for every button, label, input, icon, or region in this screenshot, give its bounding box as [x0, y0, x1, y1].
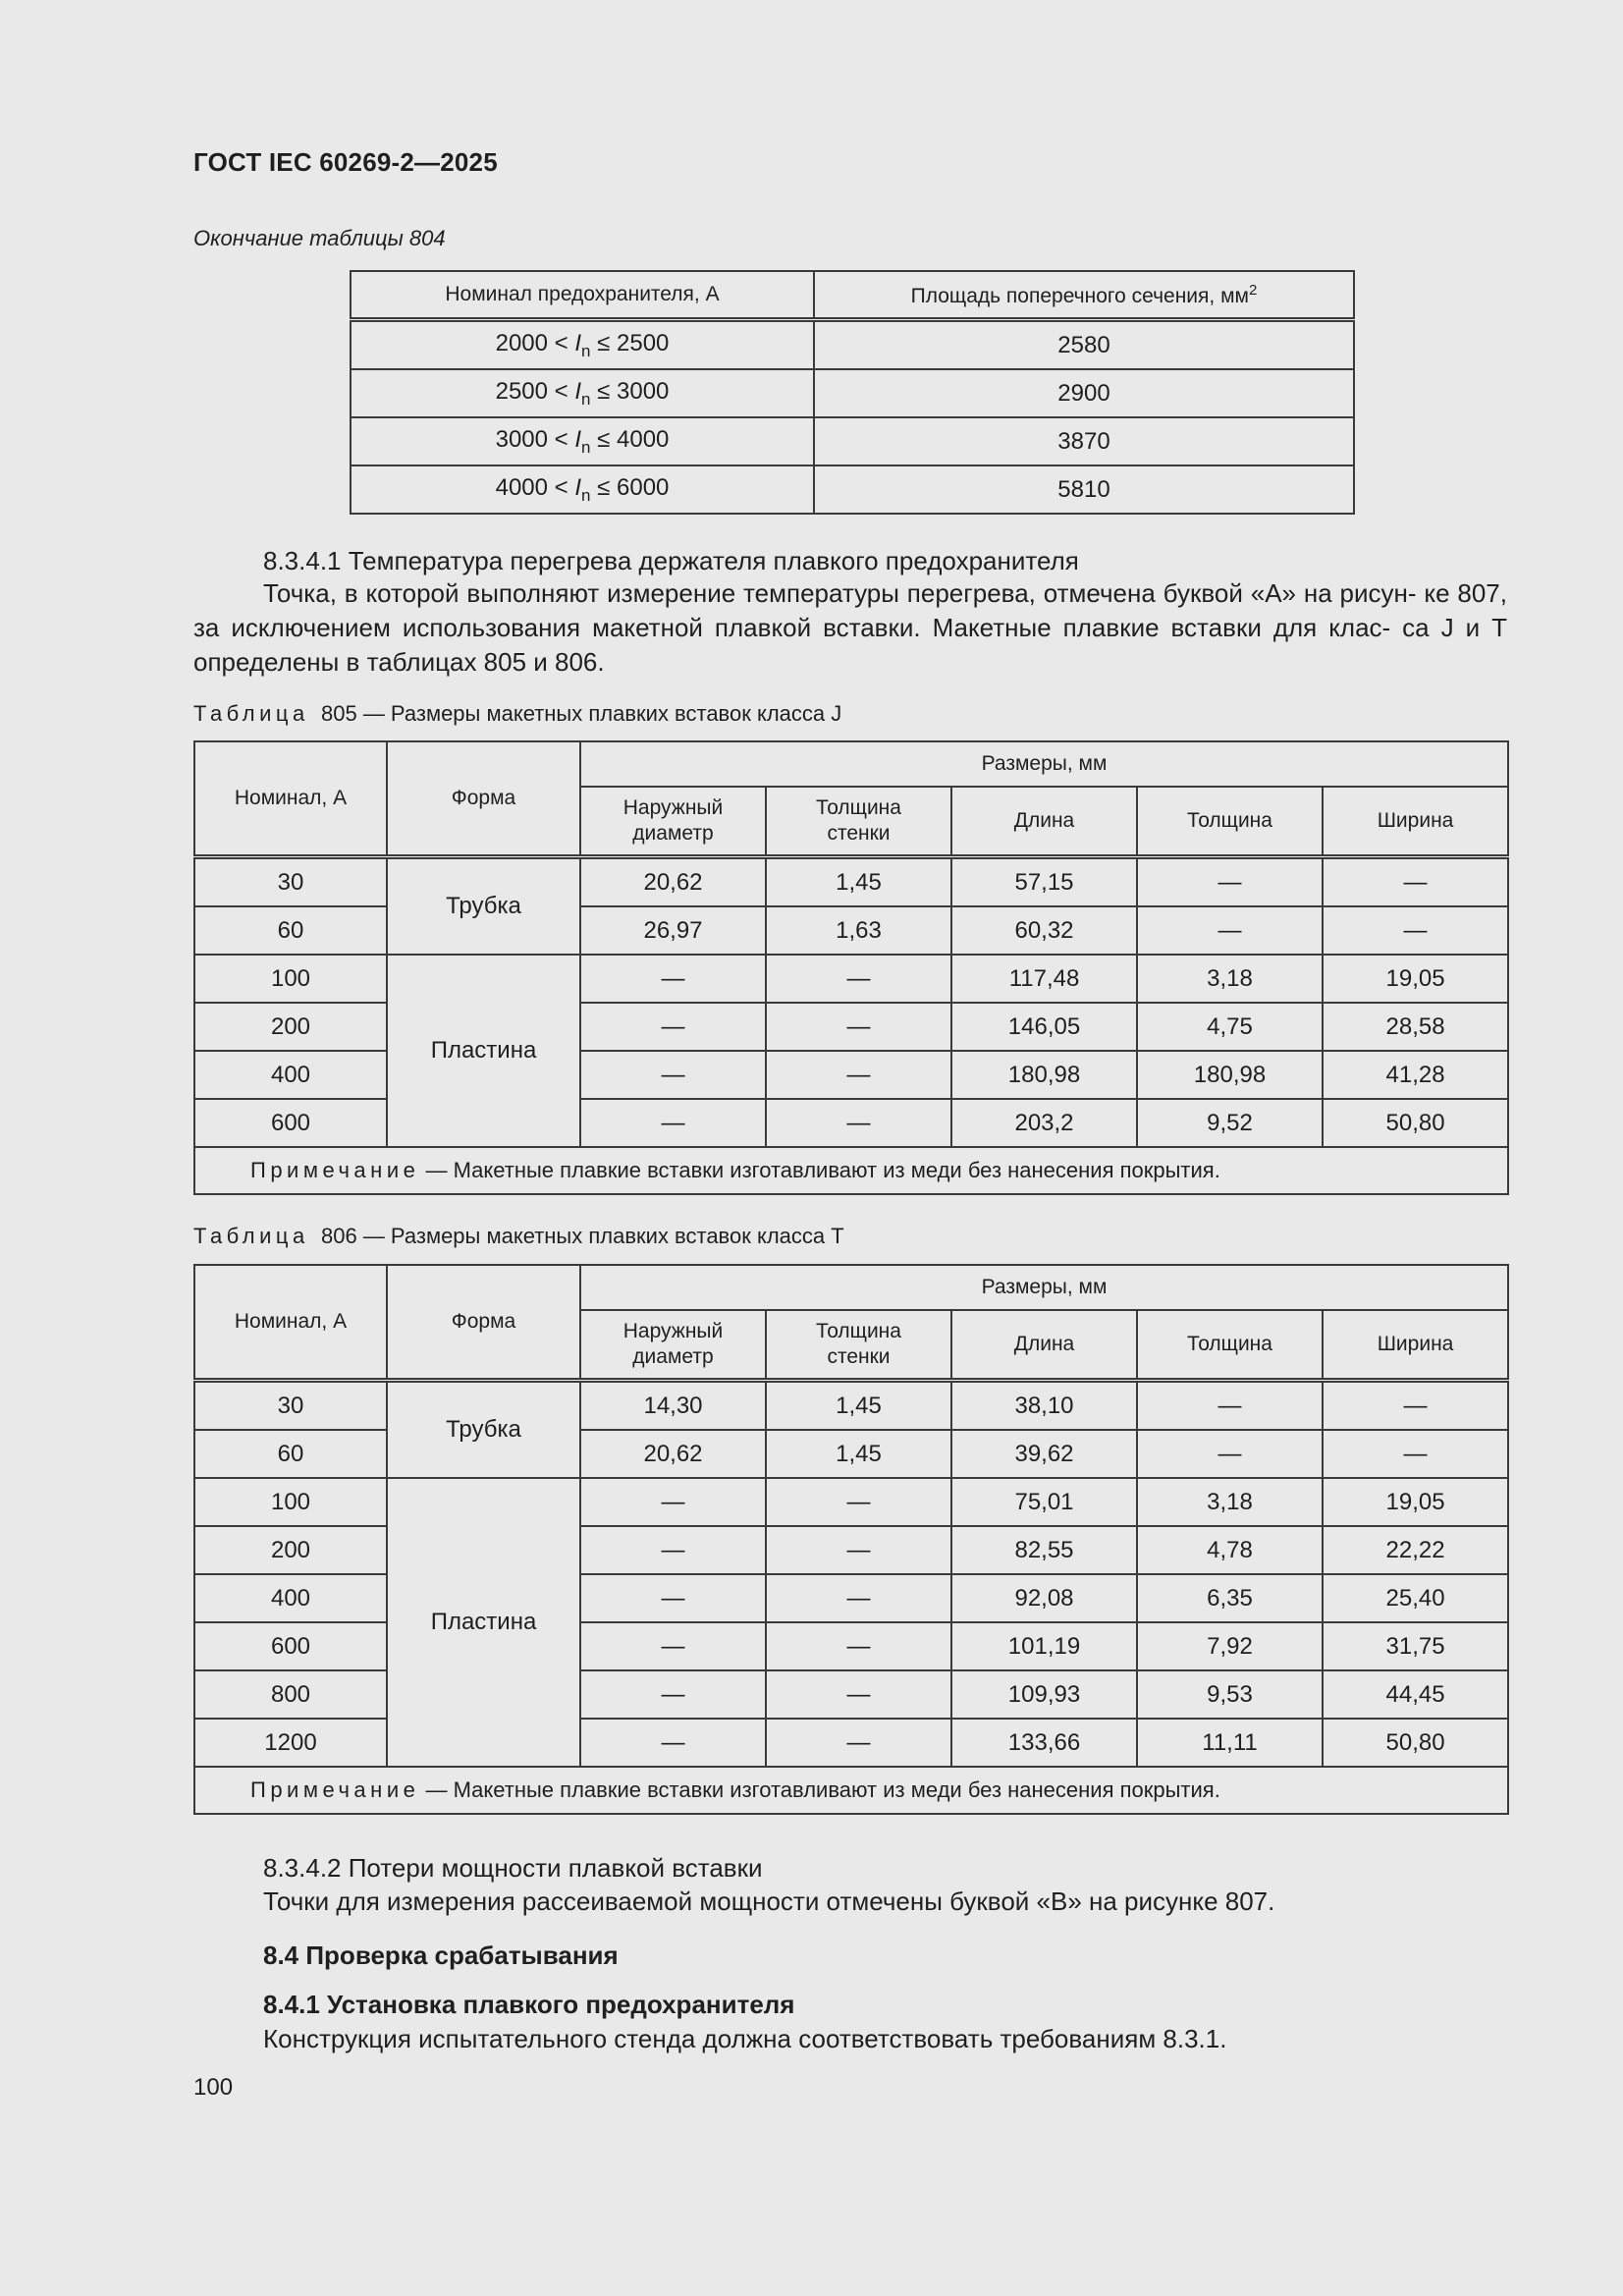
section-841-heading: 8.4.1 Установка плавкого предохранителя — [263, 1990, 795, 2019]
header-length: Длина — [951, 787, 1137, 857]
value-cell: — — [580, 1670, 766, 1719]
header-nominal: Номинал, А — [194, 1265, 387, 1381]
table-804-header-rating: Номинал предохранителя, А — [351, 271, 814, 320]
value-cell: 7,92 — [1137, 1622, 1323, 1670]
nominal-cell: 200 — [194, 1003, 387, 1051]
value-cell: — — [580, 1003, 766, 1051]
value-cell: 41,28 — [1323, 1051, 1508, 1099]
table-row — [351, 369, 1354, 417]
value-cell: 180,98 — [1137, 1051, 1323, 1099]
area-cell: 3870 — [814, 417, 1354, 465]
header-wall-thickness: Толщина стенки — [766, 787, 951, 857]
table-804 — [350, 270, 1355, 515]
value-cell: 1,45 — [766, 1381, 951, 1431]
value-cell: — — [580, 1099, 766, 1147]
nominal-cell: 30 — [194, 1381, 387, 1431]
header-outer-diameter: Наружный диаметр — [580, 1310, 766, 1381]
form-cell: Трубка — [387, 1381, 580, 1479]
value-cell: — — [766, 1099, 951, 1147]
nominal-cell: 200 — [194, 1526, 387, 1574]
value-cell: — — [766, 1622, 951, 1670]
table-row — [351, 417, 1354, 465]
form-cell: Пластина — [387, 955, 580, 1147]
header-form: Форма — [387, 1265, 580, 1381]
value-cell: 25,40 — [1323, 1574, 1508, 1622]
page-number: 100 — [193, 2074, 234, 2101]
document-header: ГОСТ IEC 60269-2—2025 — [193, 147, 498, 177]
value-cell: — — [580, 1622, 766, 1670]
table-806 — [193, 1264, 1509, 1815]
value-cell: — — [766, 1051, 951, 1099]
value-cell: 11,11 — [1137, 1719, 1323, 1767]
rating-range-cell: $2500 < I_n \le 3000$ — [351, 369, 814, 417]
header-form: Форма — [387, 741, 580, 857]
value-cell: 4,78 — [1137, 1526, 1323, 1574]
nominal-cell: 600 — [194, 1099, 387, 1147]
value-cell: — — [580, 1478, 766, 1526]
value-cell: — — [766, 955, 951, 1003]
value-cell: 28,58 — [1323, 1003, 1508, 1051]
table-805-caption: Таблица 805 — Размеры макетных плавких вставок класса J — [193, 701, 842, 726]
table-804-continuation-caption: Окончание таблицы 804 — [193, 226, 446, 250]
value-cell: 101,19 — [951, 1622, 1137, 1670]
table-row — [351, 465, 1354, 514]
nominal-cell: 400 — [194, 1051, 387, 1099]
value-cell: 22,22 — [1323, 1526, 1508, 1574]
header-length: Длина — [951, 1310, 1137, 1381]
nominal-cell: 100 — [194, 955, 387, 1003]
nominal-cell: 600 — [194, 1622, 387, 1670]
table-row — [351, 320, 1354, 370]
section-8342-heading: 8.3.4.2 Потери мощности плавкой вставки — [263, 1853, 763, 1883]
nominal-cell: 60 — [194, 906, 387, 955]
value-cell: 9,52 — [1137, 1099, 1323, 1147]
value-cell: — — [1323, 1381, 1508, 1431]
value-cell: 20,62 — [580, 857, 766, 907]
table-806-caption: Таблица 806 — Размеры макетных плавких вставок класса Т — [193, 1224, 844, 1248]
area-cell: 2900 — [814, 369, 1354, 417]
header-wall-thickness: Толщина стенки — [766, 1310, 951, 1381]
header-width: Ширина — [1323, 1310, 1508, 1381]
form-cell: Пластина — [387, 1478, 580, 1767]
value-cell: 19,05 — [1323, 955, 1508, 1003]
value-cell: 4,75 — [1137, 1003, 1323, 1051]
value-cell: — — [766, 1003, 951, 1051]
rating-range-cell: $3000 < I_n \le 4000$ — [351, 417, 814, 465]
header-dimensions: Размеры, мм — [580, 1265, 1508, 1310]
nominal-cell: 1200 — [194, 1719, 387, 1767]
value-cell: 6,35 — [1137, 1574, 1323, 1622]
value-cell: — — [1137, 857, 1323, 907]
rating-range-cell: $4000 < I_n \le 6000$ — [351, 465, 814, 514]
value-cell: — — [766, 1526, 951, 1574]
form-cell: Трубка — [387, 857, 580, 956]
value-cell: 3,18 — [1137, 1478, 1323, 1526]
value-cell: — — [766, 1719, 951, 1767]
nominal-cell: 30 — [194, 857, 387, 907]
value-cell: — — [580, 1574, 766, 1622]
value-cell: 19,05 — [1323, 1478, 1508, 1526]
value-cell: 39,62 — [951, 1430, 1137, 1478]
value-cell: — — [1323, 857, 1508, 907]
header-dimensions: Размеры, мм — [580, 741, 1508, 787]
value-cell: 31,75 — [1323, 1622, 1508, 1670]
section-8341-heading: 8.3.4.1 Температура перегрева держателя плавкого предохранителя — [263, 546, 1079, 575]
value-cell: 14,30 — [580, 1381, 766, 1431]
value-cell: 180,98 — [951, 1051, 1137, 1099]
value-cell: 44,45 — [1323, 1670, 1508, 1719]
value-cell: — — [1137, 906, 1323, 955]
value-cell: 38,10 — [951, 1381, 1137, 1431]
table-row — [194, 1478, 1508, 1526]
value-cell: — — [1323, 1430, 1508, 1478]
value-cell: — — [766, 1478, 951, 1526]
value-cell: 3,18 — [1137, 955, 1323, 1003]
nominal-cell: 800 — [194, 1670, 387, 1719]
table-note-row — [194, 1767, 1508, 1814]
value-cell: 109,93 — [951, 1670, 1137, 1719]
value-cell: 1,45 — [766, 857, 951, 907]
value-cell: — — [580, 1051, 766, 1099]
section-84-heading: 8.4 Проверка срабатывания — [263, 1941, 619, 1970]
nominal-cell: 400 — [194, 1574, 387, 1622]
table-805-note: Примечание — Макетные плавкие вставки изготавливают из меди без нанесения покрытия. — [194, 1147, 1508, 1194]
value-cell: 9,53 — [1137, 1670, 1323, 1719]
header-width: Ширина — [1323, 787, 1508, 857]
value-cell: — — [580, 1719, 766, 1767]
value-cell: 1,45 — [766, 1430, 951, 1478]
value-cell: 146,05 — [951, 1003, 1137, 1051]
value-cell: — — [1137, 1381, 1323, 1431]
value-cell: 82,55 — [951, 1526, 1137, 1574]
section-841-body: Конструкция испытательного стенда должна соответствовать требованиям 8.3.1. — [263, 2024, 1227, 2053]
value-cell: — — [580, 1526, 766, 1574]
value-cell: 203,2 — [951, 1099, 1137, 1147]
value-cell: — — [580, 955, 766, 1003]
value-cell: 20,62 — [580, 1430, 766, 1478]
table-806-note: Примечание — Макетные плавкие вставки изготавливают из меди без нанесения покрытия. — [194, 1767, 1508, 1814]
nominal-cell: 100 — [194, 1478, 387, 1526]
header-outer-diameter: Наружный диаметр — [580, 787, 766, 857]
rating-range-cell: $2000 < I_n \le 2500$ — [351, 320, 814, 370]
value-cell: 26,97 — [580, 906, 766, 955]
table-804-header-area: Площадь поперечного сечения, $мм^2$ — [814, 271, 1354, 320]
header-thickness: Толщина — [1137, 1310, 1323, 1381]
table-805 — [193, 740, 1509, 1195]
table-note-row — [194, 1147, 1508, 1194]
value-cell: 117,48 — [951, 955, 1137, 1003]
value-cell: 92,08 — [951, 1574, 1137, 1622]
area-cell: 2580 — [814, 320, 1354, 370]
value-cell: 50,80 — [1323, 1719, 1508, 1767]
nominal-cell: 60 — [194, 1430, 387, 1478]
table-row — [194, 1381, 1508, 1431]
value-cell: 57,15 — [951, 857, 1137, 907]
value-cell: 133,66 — [951, 1719, 1137, 1767]
value-cell: 1,63 — [766, 906, 951, 955]
value-cell: 75,01 — [951, 1478, 1137, 1526]
value-cell: — — [1137, 1430, 1323, 1478]
value-cell: 60,32 — [951, 906, 1137, 955]
value-cell: — — [766, 1670, 951, 1719]
table-row — [194, 857, 1508, 907]
value-cell: 50,80 — [1323, 1099, 1508, 1147]
section-8341-body: Точка, в которой выполняют измерение температуры перегрева, отмечена буквой «А» на рисун- ке 807, за исключением использования макетной плавкой вставки. Макетные плавкие вставки для клас- са J и Т определены в таблицах 805 и 806. — [193, 578, 1507, 677]
header-nominal: Номинал, А — [194, 741, 387, 857]
area-cell: 5810 — [814, 465, 1354, 514]
header-thickness: Толщина — [1137, 787, 1323, 857]
table-row — [194, 955, 1508, 1003]
value-cell: — — [766, 1574, 951, 1622]
value-cell: — — [1323, 906, 1508, 955]
section-8342-body: Точки для измерения рассеиваемой мощности отмечены буквой «В» на рисунке 807. — [263, 1886, 1275, 1916]
